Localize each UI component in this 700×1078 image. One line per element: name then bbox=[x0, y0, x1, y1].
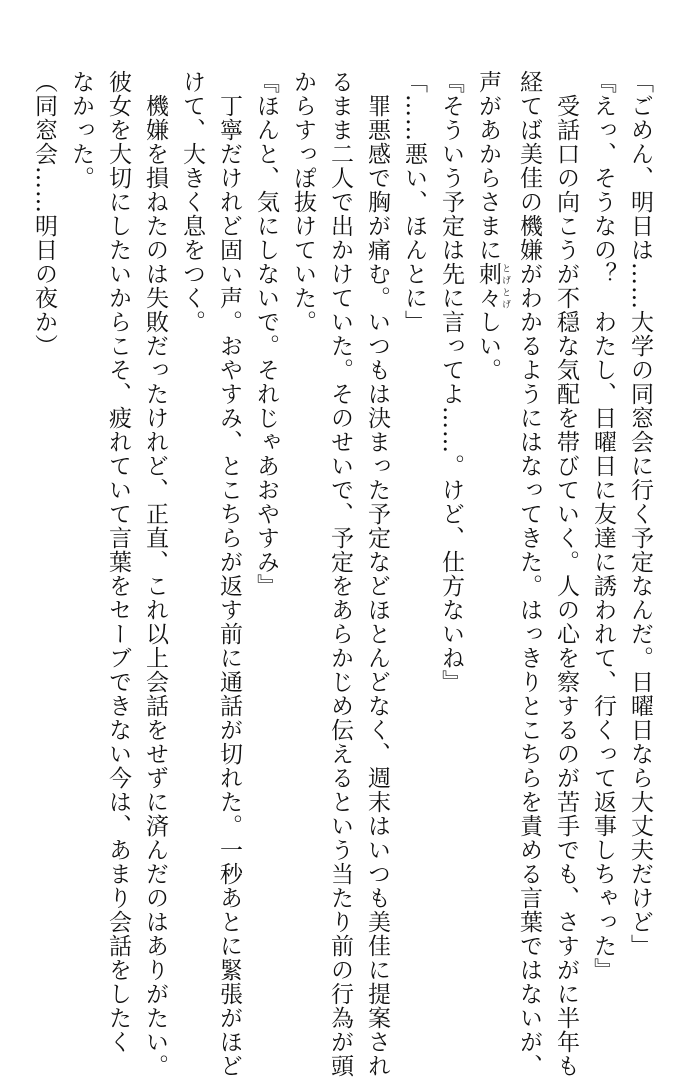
vertical-text-block bbox=[25, 70, 658, 1078]
text-fragment: しい。 bbox=[475, 310, 501, 382]
text-line: 罪悪感で胸が痛む。いつもは決まった予定などほとんどなく、週末はいつも美佳に提案され bbox=[364, 70, 390, 1078]
text-line: （同窓会……明日の夜か） bbox=[31, 70, 57, 358]
text-line: 機嫌を損ねたのは失敗だったけれど、正直、これ以上会話をせずに済んだのはありがたい。 bbox=[142, 70, 168, 1078]
text-line: 「……悪い、ほんとに」 bbox=[401, 70, 427, 334]
text-line: なかった。 bbox=[68, 70, 94, 190]
text-line: 『ほんと、気にしないで。それじゃあおやすみ』 bbox=[253, 70, 279, 598]
ruby-base: 刺々 bbox=[475, 262, 501, 310]
text-line: るまま二人で出かけていた。そのせいで、予定をあらかじめ伝えるという当たり前の行為が頭 bbox=[327, 70, 353, 1078]
text-fragment: 声があからさまに bbox=[475, 70, 501, 262]
text-line: 彼女を大切にしたいからこそ、疲れていて言葉をセーブできない今は、あまり会話をしたく bbox=[105, 70, 131, 1054]
text-line: 『そういう予定は先に言ってよ……。けど、仕方ないね』 bbox=[438, 70, 464, 694]
ruby-reading: とげとげ bbox=[500, 262, 510, 310]
text-line: 「ごめん、明日は……大学の同窓会に行く予定なんだ。日曜日なら大丈夫だけど」 bbox=[627, 70, 653, 958]
text-line: 受話口の向こうが不穏な気配を帯びていく。人の心を察するのが苦手でも、さすがに半年も bbox=[553, 70, 579, 1078]
ruby-word bbox=[475, 262, 510, 310]
text-line: からすっぽ抜けていた。 bbox=[290, 70, 316, 334]
text-line: 丁寧だけれど固い声。おやすみ、とこちらが返す前に通話が切れた。一秒あとに緊張がほど bbox=[216, 70, 242, 1078]
text-line: 経てば美佳の機嫌がわかるようにはなってきた。はっきりとこちらを責める言葉ではないが、 bbox=[516, 70, 542, 1078]
text-line: けて、大きく息をつく。 bbox=[179, 70, 205, 334]
text-line: 『えっ、そうなの？ わたし、日曜日に友達に誘われて、行くって返事しちゃった』 bbox=[590, 70, 616, 982]
text-line-with-ruby bbox=[469, 70, 510, 970]
